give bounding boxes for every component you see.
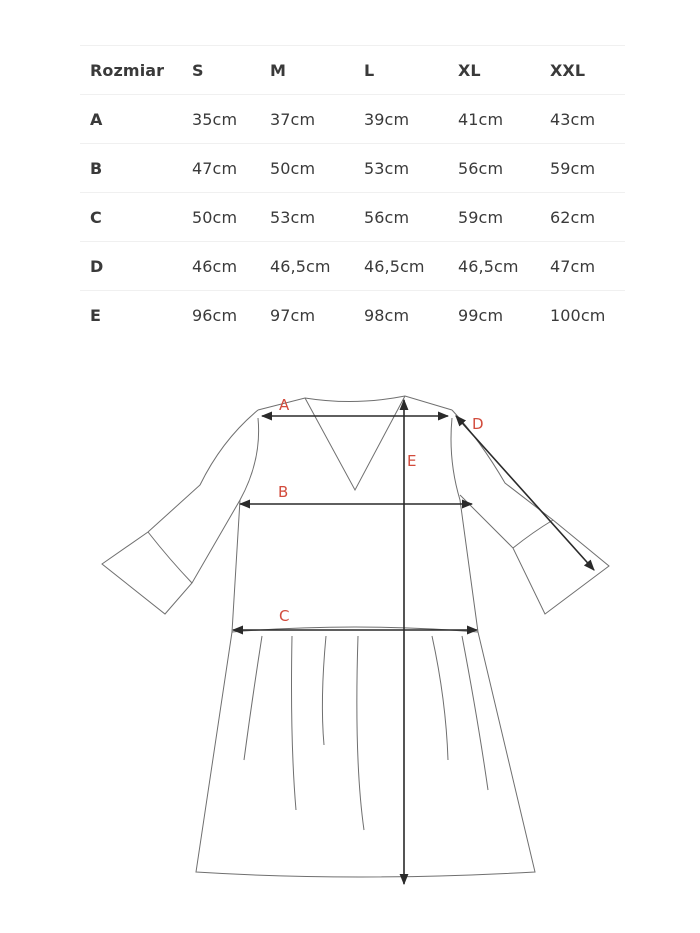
table-row — [80, 144, 625, 193]
table-cell: 46,5cm — [458, 256, 519, 276]
dress-diagram-svg — [0, 360, 700, 920]
right-sleeve — [452, 410, 609, 614]
header-l: L — [364, 60, 375, 80]
row-label: B — [90, 158, 103, 178]
header-m: M — [270, 60, 287, 80]
label-d: D — [472, 415, 484, 433]
table-cell: 37cm — [270, 109, 316, 129]
right-sleeve-seam — [513, 520, 553, 548]
header-s: S — [192, 60, 204, 80]
label-e: E — [407, 452, 417, 470]
left-sleeve-seam — [148, 532, 192, 583]
table-cell: 46cm — [192, 256, 238, 276]
arrow-d — [456, 416, 594, 570]
table-cell: 99cm — [458, 305, 504, 325]
table-row — [80, 193, 625, 242]
measurement-arrows — [233, 400, 594, 884]
table-row — [80, 242, 625, 291]
skirt-fold — [244, 636, 262, 760]
table-cell: 100cm — [550, 305, 606, 325]
skirt-fold — [322, 636, 326, 745]
table-cell: 47cm — [192, 158, 238, 178]
label-b: B — [278, 483, 289, 501]
table-cell: 53cm — [270, 207, 316, 227]
table-cell: 62cm — [550, 207, 596, 227]
skirt-fold — [432, 636, 448, 760]
header-xxl: XXL — [550, 60, 586, 80]
size-table-header — [80, 45, 625, 95]
dress-outline — [102, 396, 609, 877]
bodice-right — [451, 418, 478, 632]
table-cell: 50cm — [270, 158, 316, 178]
table-cell: 41cm — [458, 109, 504, 129]
header-xl: XL — [458, 60, 481, 80]
bodice-left — [232, 418, 259, 632]
header-rozmiar: Rozmiar — [90, 60, 165, 80]
table-row — [80, 291, 625, 339]
label-c: C — [279, 607, 290, 625]
row-label: C — [90, 207, 102, 227]
table-cell: 56cm — [458, 158, 504, 178]
size-table — [80, 45, 625, 339]
table-cell: 46,5cm — [270, 256, 331, 276]
skirt-fold — [292, 636, 297, 810]
skirt-fold — [357, 636, 364, 830]
table-cell: 98cm — [364, 305, 410, 325]
table-cell: 56cm — [364, 207, 410, 227]
table-cell: 39cm — [364, 109, 410, 129]
table-row — [80, 95, 625, 144]
neckline-v — [305, 396, 405, 490]
table-cell: 97cm — [270, 305, 316, 325]
row-label: E — [90, 305, 102, 325]
table-cell: 43cm — [550, 109, 596, 129]
skirt-outline — [196, 632, 535, 877]
table-cell: 47cm — [550, 256, 596, 276]
row-label: A — [90, 109, 103, 129]
table-cell: 59cm — [550, 158, 596, 178]
table-cell: 59cm — [458, 207, 504, 227]
table-cell: 46,5cm — [364, 256, 425, 276]
table-cell: 53cm — [364, 158, 410, 178]
table-cell: 50cm — [192, 207, 238, 227]
table-cell: 96cm — [192, 305, 238, 325]
label-a: A — [279, 396, 290, 414]
dress-measurement-diagram — [0, 360, 700, 920]
row-label: D — [90, 256, 104, 276]
table-cell: 35cm — [192, 109, 238, 129]
